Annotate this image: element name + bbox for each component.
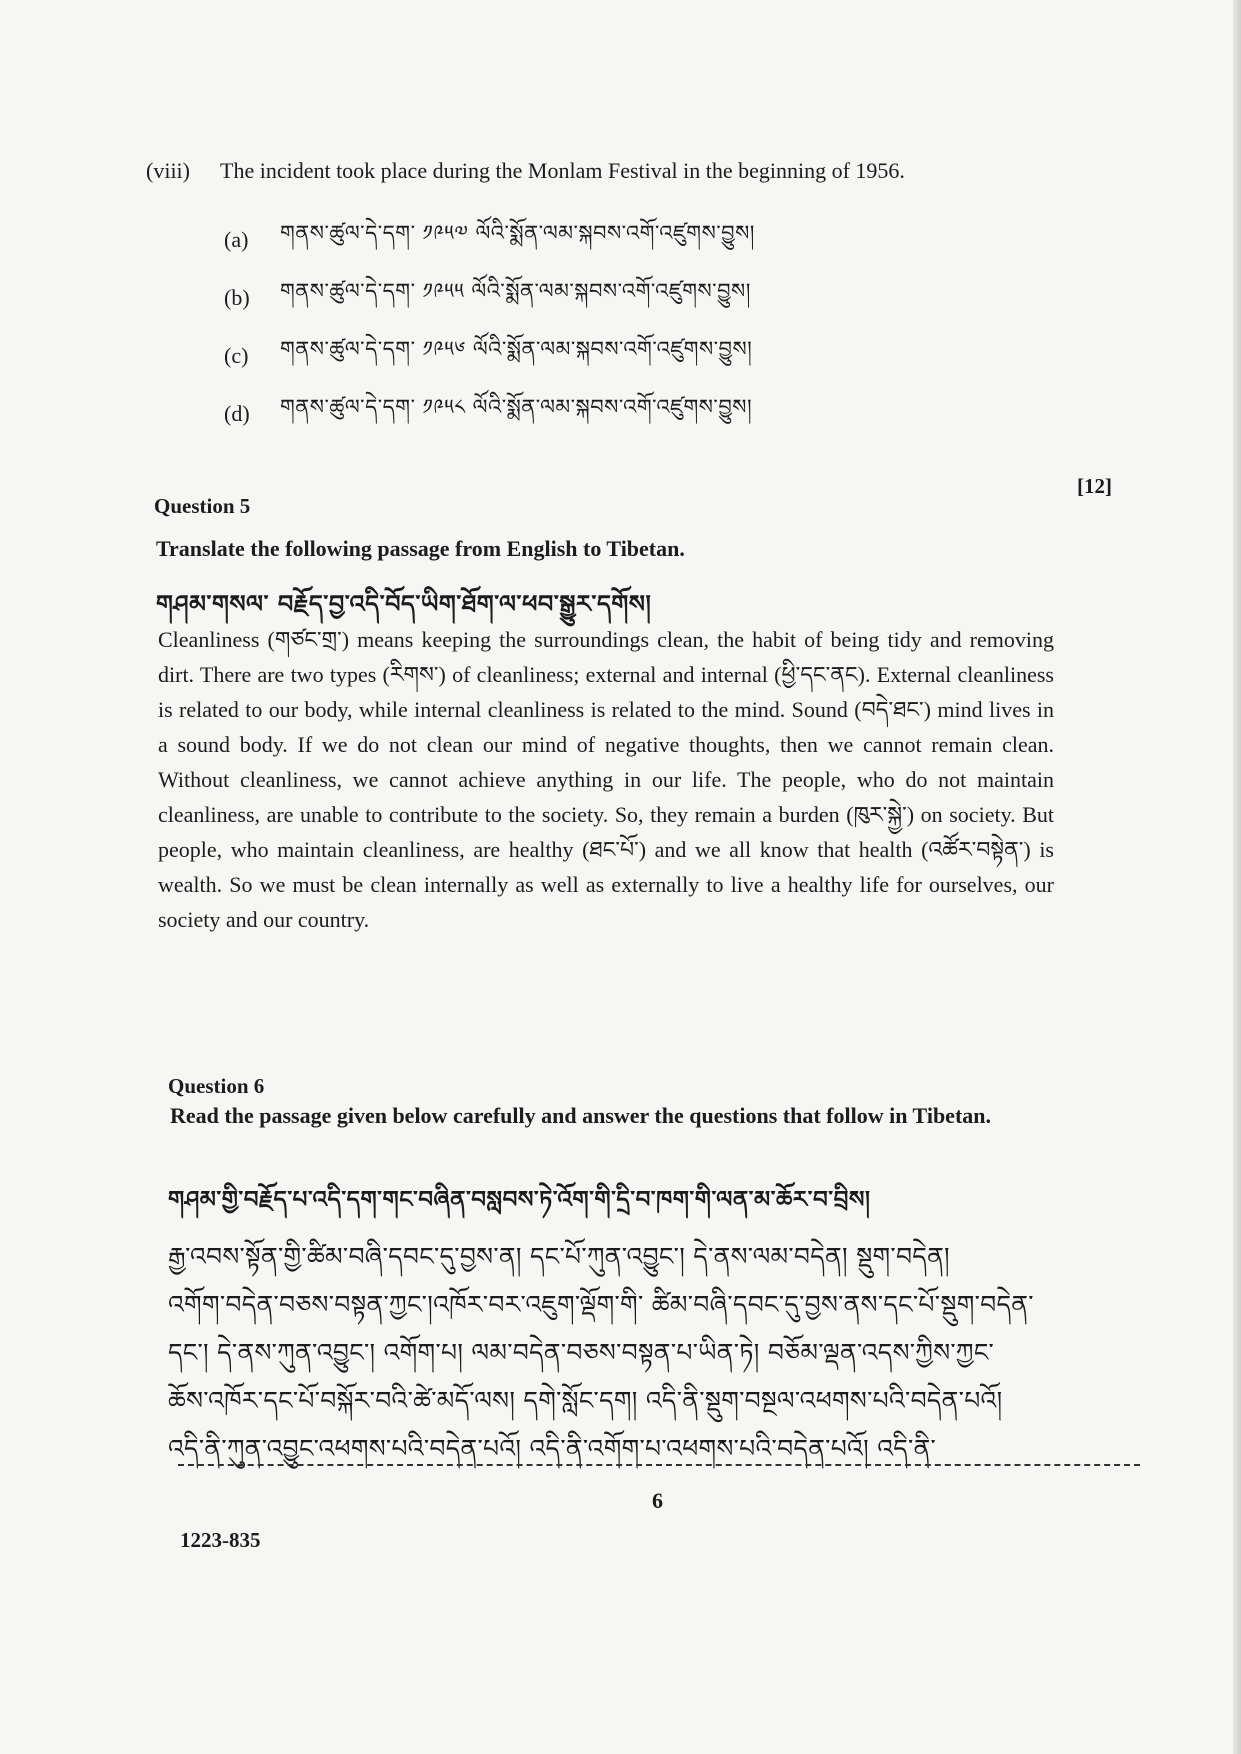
q6-passage-line: ཆོས་འཁོར་དང་པོ་བསྐོར་བའི་ཚེ་མདོ་ལས། དགེ་སློང་དག། འདི་ནི་སྡུག་བསྔལ་འཕགས་པའི་བདེན་པའོ།	[168, 1386, 1003, 1415]
option-text: གནས་ཚུལ་དེ་དག་ ༡༩༥༦ ལོའི་སྨོན་ལམ་སྐབས་འགོ་འཛུགས་བྱུས།	[280, 337, 753, 361]
q6-passage-line: འགོག་བདེན་བཅས་བསྟན་ཀྱང་།འཁོར་བར་འཇུག་ལྡོག་གི་ ཚིམ་བཞི་དབང་དུ་བྱས་ནས་དང་པོ་སྡུག་བདེན་	[168, 1290, 1034, 1319]
q5-instruction-tibetan: གཤམ་གསལ་ བརྗོད་བྱ་འདི་བོད་ཡིག་ཐོག་ལ་ཕབ་སྒྱུར་དགོས།	[156, 590, 652, 618]
q6-heading: Question 6	[168, 1074, 265, 1098]
q5-passage: Cleanliness (གཙང་གྲ་) means keeping the surroundings clean, the habit of being tidy and removing dirt. There are two types (རིགས་) of cleanliness; external and internal (ཕྱི་དང་ནང). External cleanliness is related to our body, while internal cleanliness is related to the mind. Sound (བདེ་ཐང་) mind lives in a sound body. If we do not clean our mind of negative thoughts, then we cannot remain clean. Without cleanliness, we cannot achieve anything in our life. The people, who do not maintain cleanliness, are unable to contribute to the society. So, they remain a burden (ཁུར་སྐྱེ་) on society. But people, who maintain cleanliness, are healthy (ཐང་པོ་) and we all know that health (འཚོར་བསྟེན་) is wealth. So we must be clean internally as well as externally to live a healthy life for ourselves, our society and our country.	[158, 627, 1054, 932]
page-number: 6	[652, 1488, 663, 1513]
option-d	[224, 384, 752, 443]
option-label: (d)	[224, 400, 250, 426]
option-b	[224, 268, 751, 327]
option-text: གནས་ཚུལ་དེ་དག་ ༡༩༥༧ ལོའི་སྨོན་ལམ་སྐབས་འགོ་འཛུགས་བྱུས།	[280, 221, 755, 245]
option-label: (c)	[224, 342, 249, 368]
option-c	[224, 326, 752, 385]
option-text: གནས་ཚུལ་དེ་དག་ ༡༩༥༨ ལོའི་སྨོན་ལམ་སྐབས་འགོ་འཛུགས་བྱུས།	[280, 395, 753, 419]
q6-passage-line: འདི་ནི་ཀུན་འབྱུང་འཕགས་པའི་བདེན་པའོ། འདི་ནི་འགོག་པ་འཕགས་པའི་བདེན་པའོ། འདི་ནི་	[168, 1434, 937, 1463]
q5-instruction: Translate the following passage from English to Tibetan.	[156, 536, 685, 561]
q6-passage-line: རྒྱ་འབས་སྟོན་གྱི་ཚིམ་བཞི་དབང་དུ་བྱས་ན། དང་པོ་ཀུན་འབྱུང་། དེ་ནས་ལམ་བདེན། སྡུག་བདེན།	[168, 1242, 950, 1271]
q6-passage-line: དང་། དེ་ནས་ཀུན་འབྱུང་། འགོག་པ། ལམ་བདེན་བཅས་བསྟན་པ་ཡིན་ཏེ། བཅོམ་ལྡན་འདས་ཀྱིས་ཀྱང་	[168, 1338, 995, 1367]
q5-heading: Question 5	[154, 494, 251, 518]
question-text: The incident took place during the Monlam Festival in the beginning of 1956.	[220, 158, 905, 183]
paper-code: 1223-835	[180, 1528, 261, 1552]
question-viii	[146, 158, 905, 184]
question-number: (viii)	[146, 158, 190, 183]
q6-instruction: Read the passage given below carefully and answer the questions that follow in Tibetan.	[170, 1103, 992, 1128]
option-text: གནས་ཚུལ་དེ་དག་ ༡༩༥༥ ལོའི་སྨོན་ལམ་སྐབས་འགོ་འཛུགས་བྱུས།	[280, 279, 751, 303]
option-label: (b)	[224, 284, 250, 310]
footer-divider	[178, 1464, 1140, 1466]
option-label: (a)	[224, 226, 249, 252]
q5-marks: [12]	[1077, 474, 1112, 498]
option-a	[224, 210, 755, 269]
scan-edge	[1233, 0, 1241, 1754]
q6-instruction-tibetan: གཤམ་གྱི་བརྗོད་པ་འདི་དག་གང་བཞིན་བསླབས་ཏེ་འོག་གི་དྲི་བ་ཁག་གི་ལན་མ་ཆོར་བ་བྲིས།	[168, 1187, 871, 1213]
